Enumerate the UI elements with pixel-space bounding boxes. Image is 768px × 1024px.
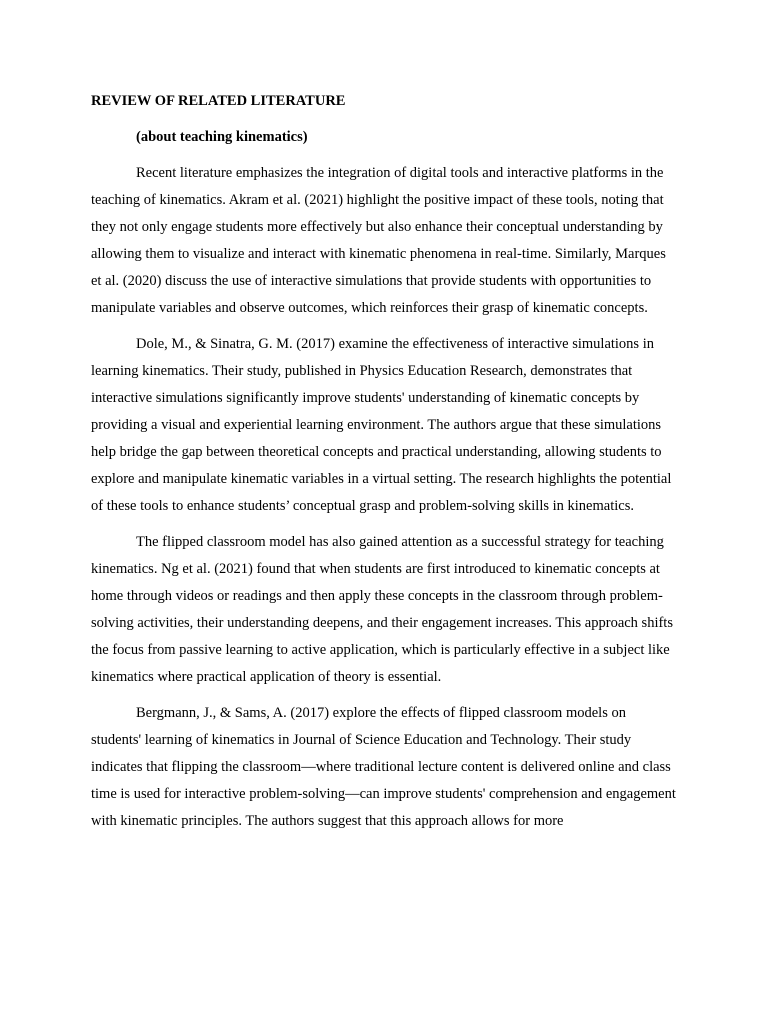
paragraph-bergmann-sams: Bergmann, J., & Sams, A. (2017) explore the effects of flipped classroom models on students' learning of kinematics in Journal of Science Education and Technology. Their study indicates that flipping the classroom—where traditional lecture content is delivered online and class time is used for interactive problem-solving—can improve students' comprehension and engagement with kinematic principles. The authors suggest that this approach allows for more — [91, 705, 676, 829]
paragraph-interactive-simulations: Dole, M., & Sinatra, G. M. (2017) examine the effectiveness of interactive simulations in learning kinematics. Their study, published in Physics Education Research, demonstrates that interactive simulations significantly improve students' understanding of kinematic concepts by providing a visual and experiential learning environment. The authors argue that these simulations help bridge the gap between theoretical concepts and practical understanding, allowing students to explore and manipulate kinematic variables in a virtual setting. The research highlights the potential of these tools to enhance students’ conceptual grasp and problem-solving skills in kinematics. — [91, 336, 672, 514]
paragraph-flipped-classroom: The flipped classroom model has also gained attention as a successful strategy for teaching kinematics. Ng et al. (2021) found that when students are first introduced to kinematic concepts at home through videos or readings and then apply these concepts in the classroom through problem-solving activities, their understanding deepens, and their engagement increases. This approach shifts the focus from passive learning to active application, which is particularly effective in a subject like kinematics where practical application of theory is essential. — [91, 534, 673, 685]
paragraph-digital-tools: Recent literature emphasizes the integration of digital tools and interactive platforms in the teaching of kinematics. Akram et al. (2021) highlight the positive impact of these tools, noting that they not only engage students more effectively but also enhance their conceptual understanding by allowing them to visualize and interact with kinematic phenomena in real-time. Similarly, Marques et al. (2020) discuss the use of interactive simulations that provide students with opportunities to manipulate variables and observe outcomes, which reinforces their grasp of kinematic concepts. — [91, 165, 666, 316]
section-subheading: (about teaching kinematics) — [136, 129, 308, 145]
section-heading: REVIEW OF RELATED LITERATURE — [91, 93, 346, 109]
document-body — [91, 88, 679, 844]
